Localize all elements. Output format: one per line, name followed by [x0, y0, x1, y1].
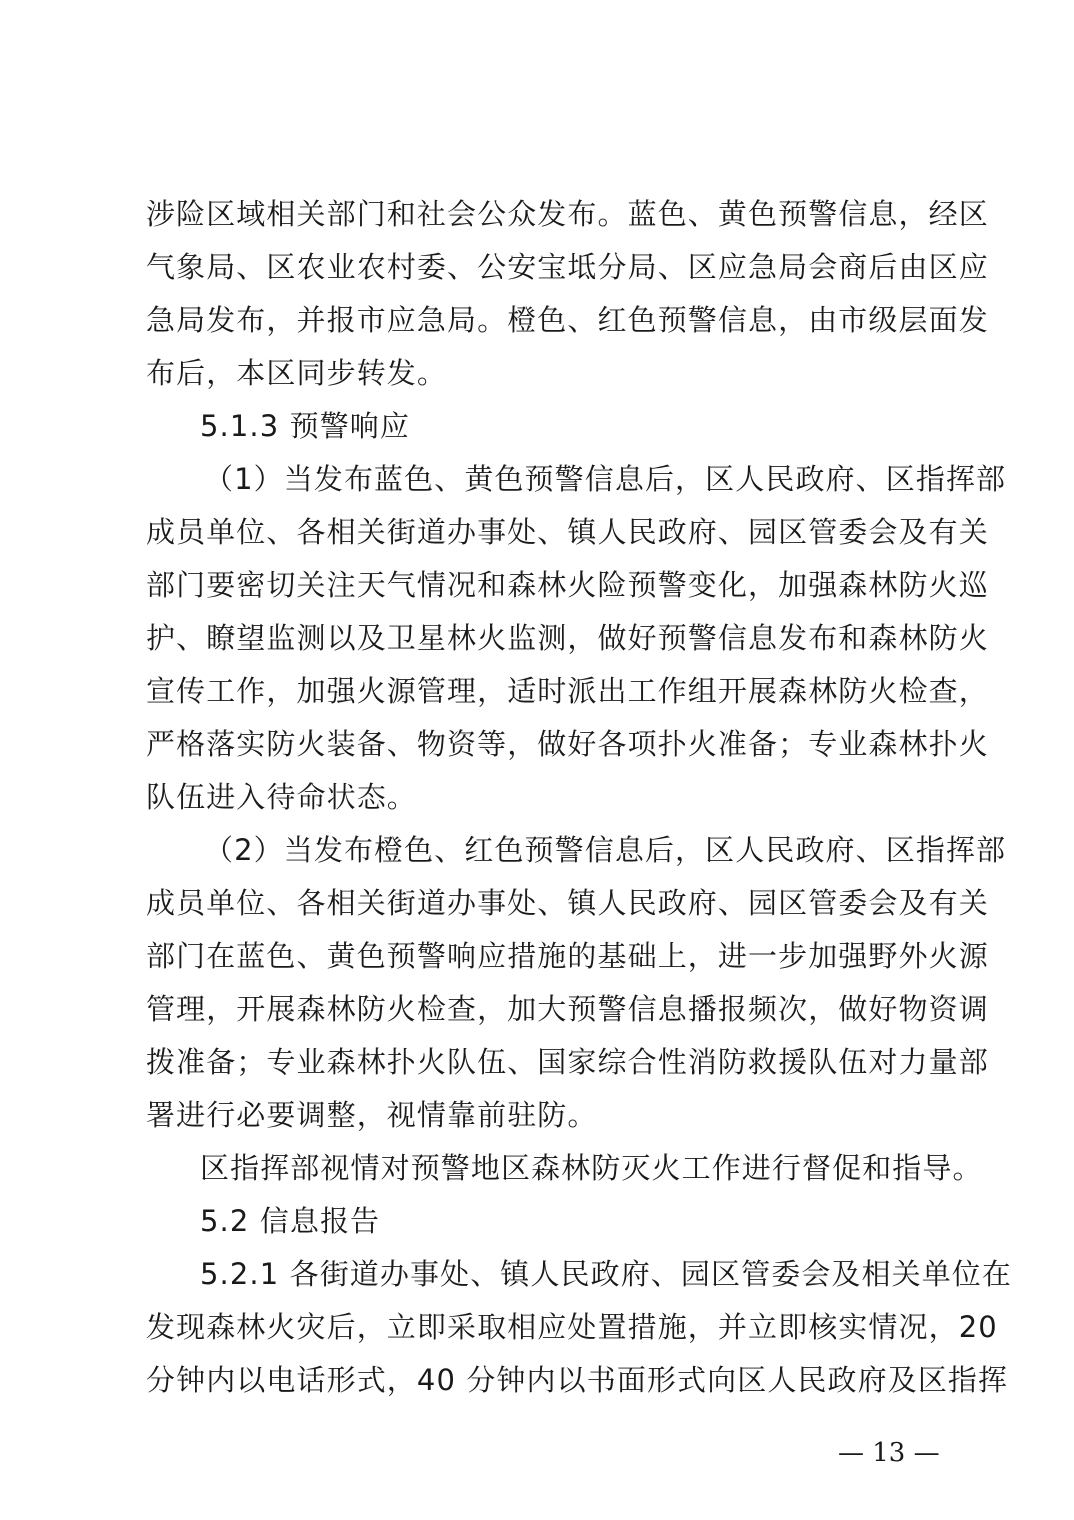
body-text-line: 涉险区域相关部门和社会公众发布。蓝色、黄色预警信息，经区	[146, 197, 989, 231]
section-heading-5-2: 5.2 信息报告	[200, 1204, 381, 1238]
body-text-line: （1）当发布蓝色、黄色预警信息后，区人民政府、区指挥部	[204, 462, 1007, 496]
body-text-line: 管理，开展森林防火检查，加大预警信息播报频次，做好物资调	[146, 992, 989, 1026]
body-text-line: 护、瞭望监测以及卫星林火监测，做好预警信息发布和森林防火	[146, 621, 989, 655]
body-text-line: 宣传工作，加强火源管理，适时派出工作组开展森林防火检查，	[146, 674, 989, 708]
body-text-line: 署进行必要调整，视情靠前驻防。	[146, 1098, 598, 1132]
section-heading-5-1-3: 5.1.3 预警响应	[200, 409, 411, 443]
body-text-line: 分钟内以电话形式，40 分钟内以书面形式向区人民政府及区指挥	[146, 1363, 1009, 1397]
body-text-line: 队伍进入待命状态。	[146, 780, 417, 814]
body-text-line: 5.2.1 各街道办事处、镇人民政府、园区管委会及相关单位在	[200, 1257, 1013, 1291]
page-number: — 13 —	[838, 1438, 940, 1468]
body-text-line: 严格落实防火装备、物资等，做好各项扑火准备；专业森林扑火	[146, 727, 989, 761]
body-text-line: （2）当发布橙色、红色预警信息后，区人民政府、区指挥部	[204, 833, 1007, 867]
body-text-line: 区指挥部视情对预警地区森林防灭火工作进行督促和指导。	[200, 1151, 983, 1185]
body-text-line: 成员单位、各相关街道办事处、镇人民政府、园区管委会及有关	[146, 515, 989, 549]
body-text-line: 部门在蓝色、黄色预警响应措施的基础上，进一步加强野外火源	[146, 939, 989, 973]
body-text-line: 发现森林火灾后，立即采取相应处置措施，并立即核实情况，20	[146, 1310, 998, 1344]
body-text-line: 拨准备；专业森林扑火队伍、国家综合性消防救援队伍对力量部	[146, 1045, 989, 1079]
body-text-line: 成员单位、各相关街道办事处、镇人民政府、园区管委会及有关	[146, 886, 989, 920]
body-text-line: 部门要密切关注天气情况和森林火险预警变化，加强森林防火巡	[146, 568, 989, 602]
body-text-line: 急局发布，并报市应急局。橙色、红色预警信息，由市级层面发	[146, 303, 989, 337]
body-text-line: 布后，本区同步转发。	[146, 356, 448, 390]
body-text-line: 气象局、区农业农村委、公安宝坻分局、区应急局会商后由区应	[146, 250, 989, 284]
